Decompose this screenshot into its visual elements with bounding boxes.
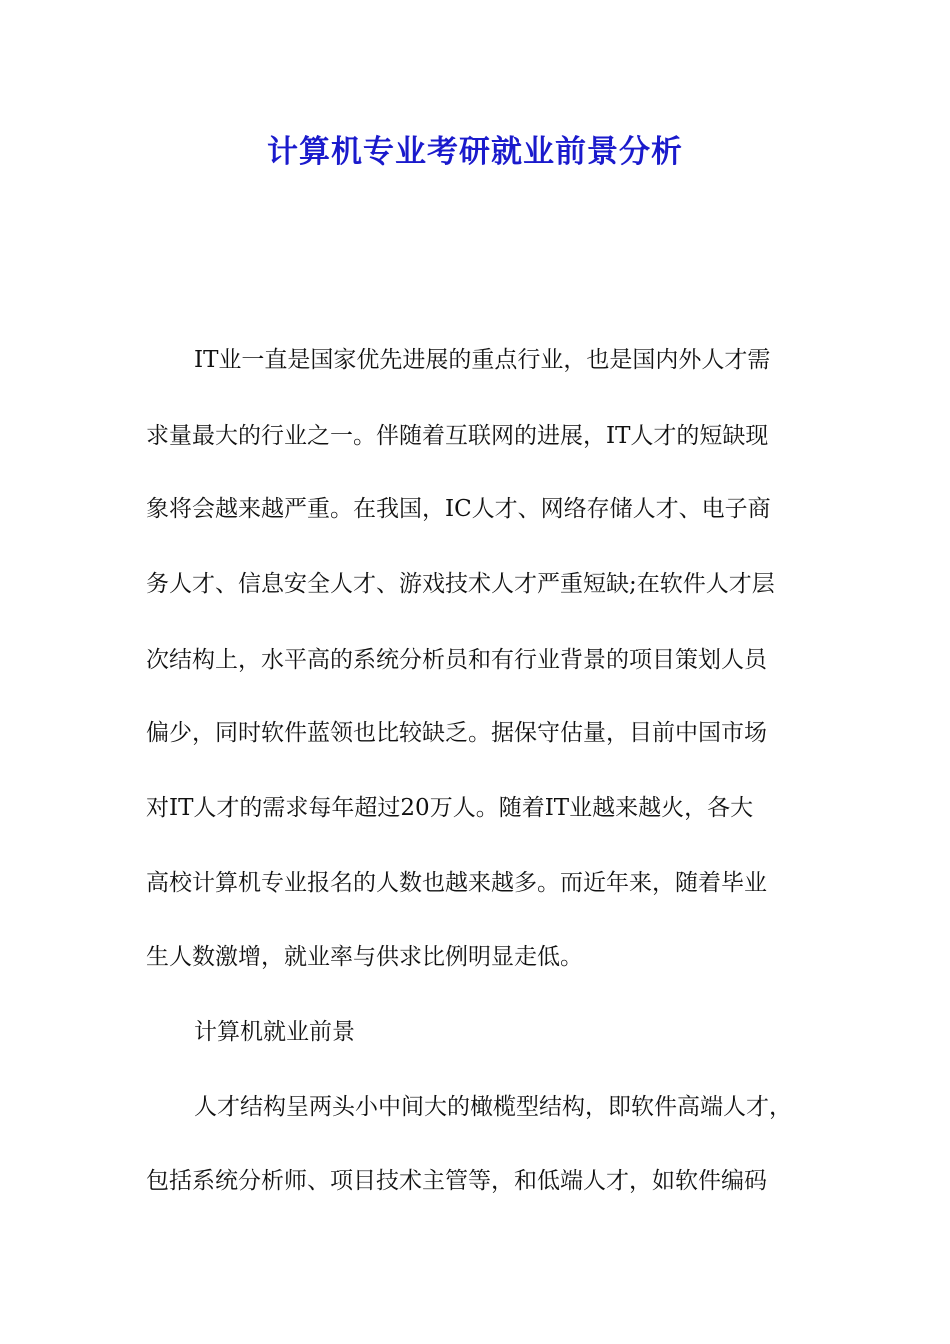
paragraph-line: IT业一直是国家优先进展的重点行业，也是国内外人才需 bbox=[194, 347, 771, 373]
section-heading: 计算机就业前景 bbox=[194, 1019, 355, 1045]
paragraph-line: 高校计算机专业报名的人数也越来越多。而近年来，随着毕业 bbox=[146, 870, 767, 896]
paragraph-line: 人才结构呈两头小中间大的橄榄型结构，即软件高端人才， bbox=[194, 1094, 792, 1120]
paragraph-line: 求量最大的行业之一。伴随着互联网的进展，IT人才的短缺现 bbox=[146, 423, 769, 449]
paragraph-line: 包括系统分析师、项目技术主管等，和低端人才，如软件编码 bbox=[146, 1168, 767, 1194]
paragraph-line: 生人数激增，就业率与供求比例明显走低。 bbox=[146, 944, 583, 970]
paragraph-line: 次结构上，水平高的系统分析员和有行业背景的项目策划人员 bbox=[146, 647, 767, 673]
paragraph-line: 偏少，同时软件蓝领也比较缺乏。据保守估量，目前中国市场 bbox=[146, 720, 767, 746]
paragraph-line: 对IT人才的需求每年超过20万人。随着IT业越来越火，各大 bbox=[146, 795, 754, 821]
paragraph-line: 务人才、信息安全人才、游戏技术人才严重短缺;在软件人才层 bbox=[146, 571, 775, 597]
paragraph-line: 象将会越来越严重。在我国，IC人才、网络存储人才、电子商 bbox=[146, 496, 771, 522]
document-title: 计算机专业考研就业前景分析 bbox=[267, 134, 683, 170]
